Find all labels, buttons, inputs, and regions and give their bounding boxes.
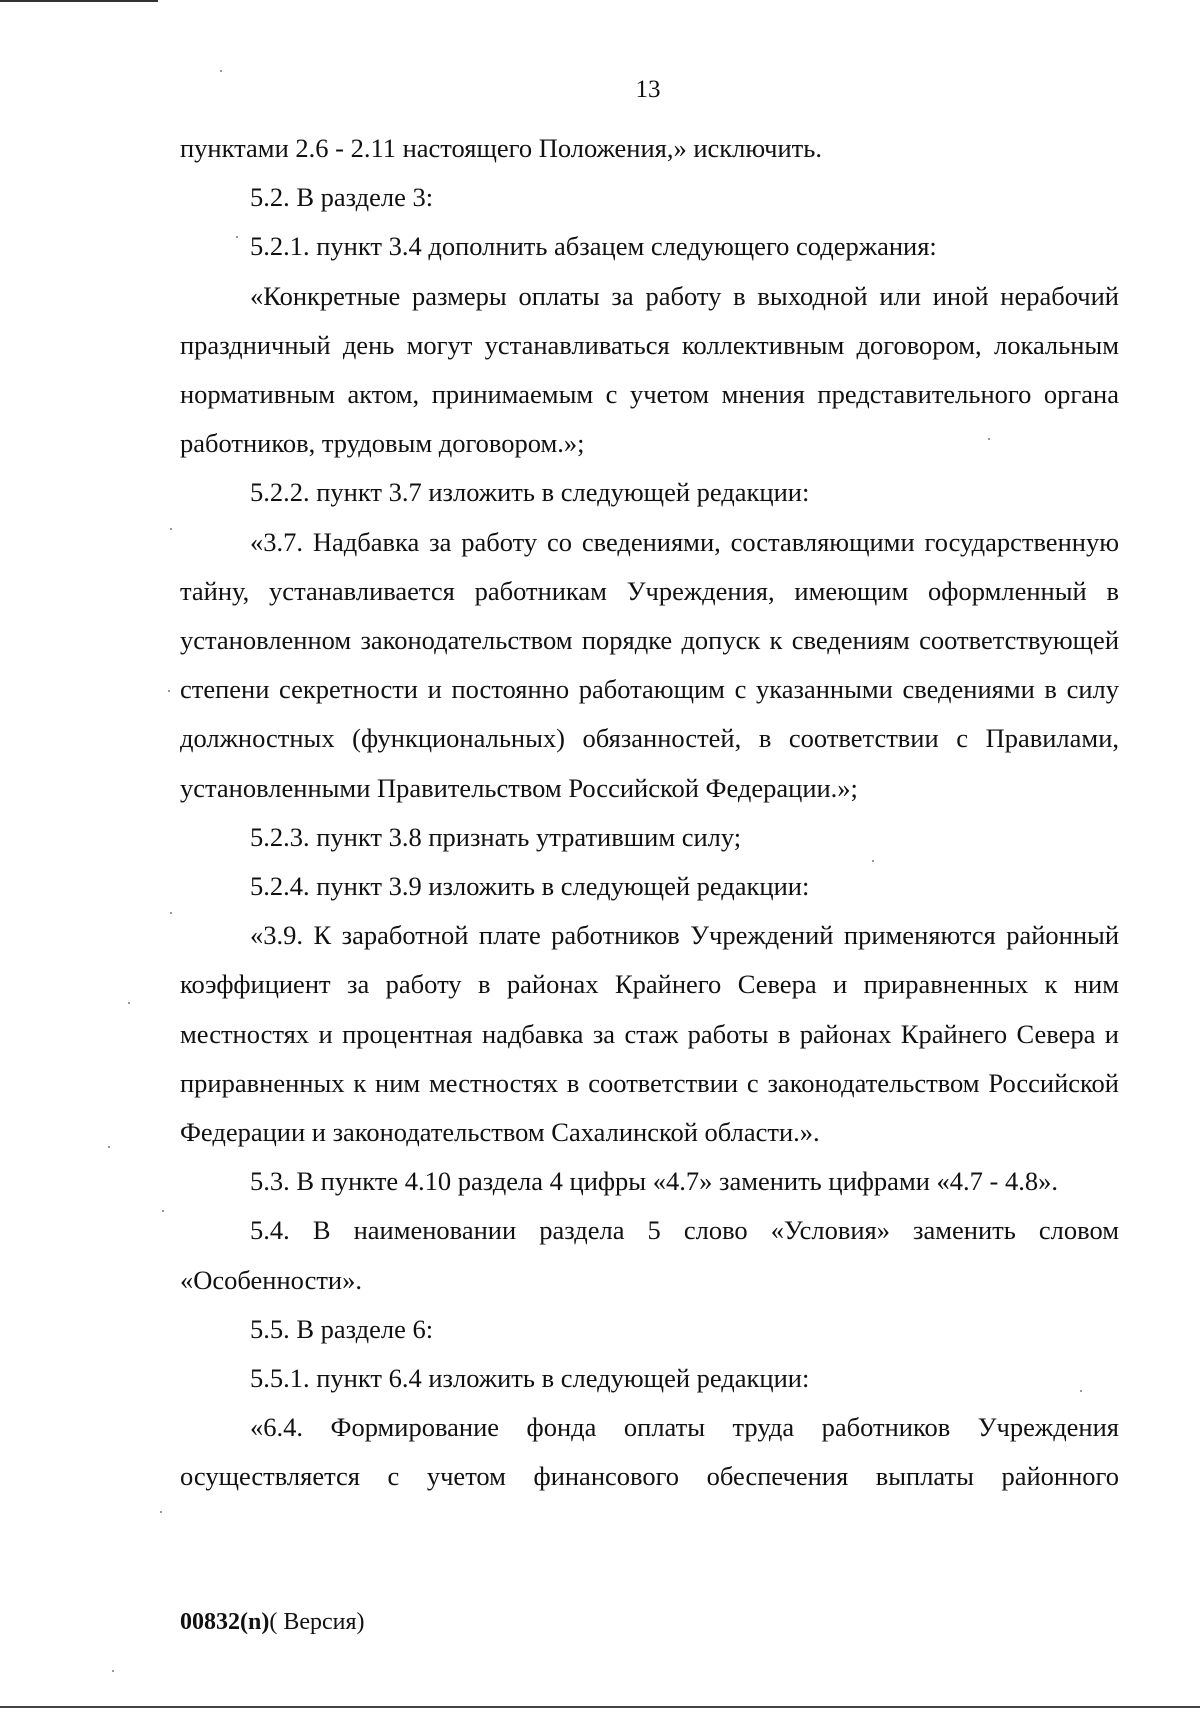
paragraph-5-2-4: 5.2.4. пункт 3.9 изложить в следующей редакции:: [250, 871, 810, 902]
scan-speck: [168, 690, 170, 692]
scan-edge-line: [0, 0, 158, 2]
scan-speck: [872, 860, 874, 862]
paragraph-continuation: пунктами 2.6 - 2.11 настоящего Положения,» исключить.: [180, 133, 822, 163]
scan-speck: [988, 438, 990, 440]
footer-document-code: [180, 1609, 365, 1636]
scan-edge-line: [0, 1706, 1200, 1708]
page-number: 13: [635, 76, 661, 103]
paragraph-quote-6-4: «6.4. Формирование фонда оплаты труда работников Учреждения осуществляется с учетом финансового обеспечения выплаты районного: [180, 1412, 1119, 1492]
scan-speck: [170, 528, 172, 530]
paragraph-quote-3-7: «3.7. Надбавка за работу со сведениями, составляющими государственную тайну, устанавливается работникам Учреждения, имеющим оформленный в установленном законодательством порядке допуск к сведениям соответствующей степени секретности и постоянно работающим с указанными сведениями в силу должностных (функциональных) обязанностей, в соответствии с Правилами, установленными Правительством Российской Федерации.»;: [180, 526, 1119, 803]
scan-speck: [236, 236, 238, 238]
scan-speck: [220, 70, 222, 72]
scan-speck: [162, 1210, 164, 1212]
document-body: [180, 124, 1119, 1502]
scan-speck: [108, 1146, 110, 1148]
paragraph-quote-3-4: «Конкретные размеры оплаты за работу в выходной или иной нерабочий праздничный день могут устанавливаться коллективным договором, локальным нормативным актом, принимаемым с учетом мнения представительного органа работников, трудовым договором.»;: [180, 280, 1119, 459]
paragraph-5-4: 5.4. В наименовании раздела 5 слово «Условия» заменить словом «Особенности».: [180, 1215, 1119, 1295]
paragraph-5-2-2: 5.2.2. пункт 3.7 изложить в следующей редакции:: [250, 477, 810, 508]
paragraph-5-5: 5.5. В разделе 6:: [250, 1313, 434, 1344]
footer-code-number: 00832(n): [180, 1609, 270, 1635]
scan-speck: [112, 1670, 114, 1672]
paragraph-5-2-3: 5.2.3. пункт 3.8 признать утратившим силу;: [250, 821, 742, 852]
paragraph-5-3: 5.3. В пункте 4.10 раздела 4 цифры «4.7» заменить цифрами «4.7 - 4.8».: [250, 1166, 1058, 1197]
paragraph-5-2: 5.2. В разделе 3:: [250, 182, 434, 213]
scan-speck: [160, 1511, 162, 1513]
scan-speck: [170, 912, 172, 914]
paragraph-5-2-1: 5.2.1. пункт 3.4 дополнить абзацем следующего содержания:: [250, 231, 937, 262]
paragraph-5-5-1: 5.5.1. пункт 6.4 изложить в следующей редакции:: [250, 1363, 810, 1394]
paragraph-quote-3-9: «3.9. К заработной плате работников Учреждений применяются районный коэффициент за работу в районах Крайнего Севера и приравненных к ним местностях и процентная надбавка за стаж работы в районах Крайнего Севера и приравненных к ним местностях в соответствии с законодательством Российской Федерации и законодательством Сахалинской области.».: [180, 920, 1119, 1148]
scan-speck: [1080, 1390, 1082, 1392]
footer-code-version: ( Версия): [269, 1609, 365, 1635]
scan-speck: [128, 1002, 130, 1004]
